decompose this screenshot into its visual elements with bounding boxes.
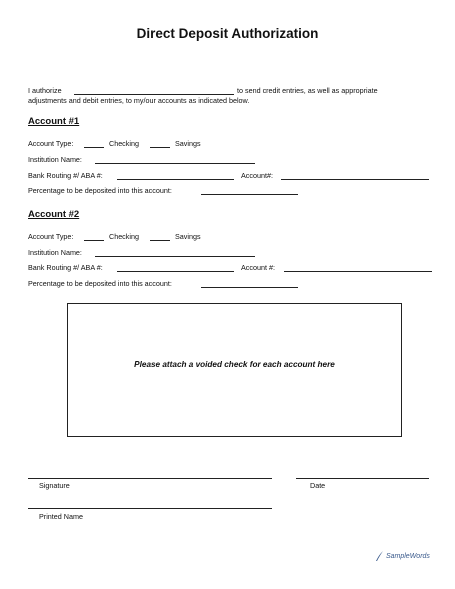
printed-name-line[interactable] [28,508,272,509]
account-2-institution-label: Institution Name: [28,248,82,257]
account-1-percentage-field[interactable] [201,194,298,195]
date-label: Date [310,481,326,490]
signature-line[interactable] [28,478,272,479]
account-2-savings-label: Savings [175,232,201,241]
account-1-institution-field[interactable] [95,163,255,164]
account-2-routing-field[interactable] [117,271,234,272]
account-1-type-label: Account Type: [28,139,74,148]
account-2-checking-blank[interactable] [84,240,104,241]
account-1-savings-blank[interactable] [150,147,170,148]
account-2-type-label: Account Type: [28,232,74,241]
date-line[interactable] [296,478,429,479]
account-1-routing-label: Bank Routing #/ ABA #: [28,171,103,180]
account-2-checking-label: Checking [109,232,139,241]
printed-name-label: Printed Name [39,512,83,521]
account-2-number-field[interactable] [284,271,432,272]
account-2-routing-label: Bank Routing #/ ABA #: [28,263,103,272]
intro-line-2: adjustments and debit entries, to my/our accounts as indicated below. [28,96,250,105]
logo-feather-icon [374,550,384,562]
document-title: Direct Deposit Authorization [136,26,319,41]
attach-instruction: Please attach a voided check for each account here [134,360,335,369]
account-1-checking-label: Checking [109,139,139,148]
account-1-number-label: Account#: [241,171,273,180]
signature-label: Signature [39,481,70,490]
intro-continuation-text: to send credit entries, as well as appropriate [237,86,378,95]
account-1-percentage-label: Percentage to be deposited into this account: [28,186,172,195]
account-1-heading: Account #1 [28,116,80,127]
account-1-savings-label: Savings [175,139,201,148]
account-1-number-field[interactable] [281,179,429,180]
voided-check-attachment-box[interactable] [67,303,402,437]
samplewords-logo [374,550,430,562]
account-2-institution-field[interactable] [95,256,255,257]
account-2-percentage-field[interactable] [201,287,298,288]
intro-authorize-text: I authorize [28,86,62,95]
account-1-routing-field[interactable] [117,179,234,180]
logo-text: SampleWords [385,552,430,560]
account-1-checking-blank[interactable] [84,147,104,148]
account-2-percentage-label: Percentage to be deposited into this account: [28,279,172,288]
authorize-company-line[interactable] [74,94,234,95]
account-2-number-label: Account #: [241,263,275,272]
account-2-heading: Account #2 [28,209,80,220]
account-1-institution-label: Institution Name: [28,155,82,164]
account-2-savings-blank[interactable] [150,240,170,241]
